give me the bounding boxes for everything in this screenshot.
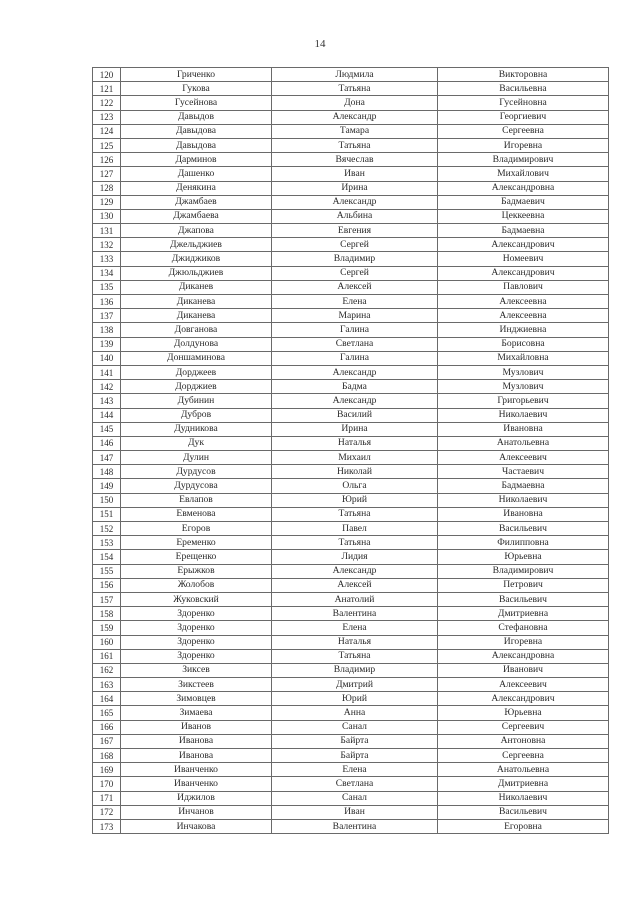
patronymic-cell: Бадмаевич	[438, 195, 609, 209]
row-number-cell: 145	[93, 422, 121, 436]
row-number-cell: 137	[93, 309, 121, 323]
last-name-cell: Ерыжков	[121, 564, 272, 578]
patronymic-cell: Васильевич	[438, 522, 609, 536]
last-name-cell: Иванов	[121, 720, 272, 734]
table-row	[93, 422, 609, 436]
row-number-cell: 121	[93, 82, 121, 96]
patronymic-cell: Павлович	[438, 280, 609, 294]
patronymic-cell: Игоревна	[438, 635, 609, 649]
first-name-cell: Байрта	[272, 734, 438, 748]
row-number-cell: 134	[93, 266, 121, 280]
first-name-cell: Анатолий	[272, 592, 438, 606]
first-name-cell: Тамара	[272, 124, 438, 138]
patronymic-cell: Анатольевна	[438, 436, 609, 450]
row-number-cell: 156	[93, 578, 121, 592]
patronymic-cell: Михайлович	[438, 167, 609, 181]
row-number-cell: 141	[93, 365, 121, 379]
row-number-cell: 172	[93, 805, 121, 819]
patronymic-cell: Гусейновна	[438, 96, 609, 110]
table-row	[93, 607, 609, 621]
last-name-cell: Джамбаев	[121, 195, 272, 209]
patronymic-cell: Петрович	[438, 578, 609, 592]
first-name-cell: Светлана	[272, 337, 438, 351]
patronymic-cell: Михайловна	[438, 351, 609, 365]
table-row	[93, 110, 609, 124]
patronymic-cell: Стефановна	[438, 621, 609, 635]
table-row	[93, 280, 609, 294]
first-name-cell: Татьяна	[272, 507, 438, 521]
last-name-cell: Дурдусов	[121, 465, 272, 479]
row-number-cell: 147	[93, 451, 121, 465]
row-number-cell: 142	[93, 380, 121, 394]
table-row	[93, 124, 609, 138]
table-row	[93, 635, 609, 649]
patronymic-cell: Частаевич	[438, 465, 609, 479]
patronymic-cell: Бадмаевна	[438, 479, 609, 493]
row-number-cell: 148	[93, 465, 121, 479]
last-name-cell: Жолобов	[121, 578, 272, 592]
last-name-cell: Довганова	[121, 323, 272, 337]
last-name-cell: Здоренко	[121, 649, 272, 663]
last-name-cell: Зиксев	[121, 663, 272, 677]
first-name-cell: Ирина	[272, 181, 438, 195]
row-number-cell: 130	[93, 209, 121, 223]
row-number-cell: 128	[93, 181, 121, 195]
table-row	[93, 365, 609, 379]
last-name-cell: Джапова	[121, 224, 272, 238]
patronymic-cell: Николаевич	[438, 408, 609, 422]
patronymic-cell: Александровна	[438, 649, 609, 663]
last-name-cell: Иванченко	[121, 777, 272, 791]
roster-table	[92, 67, 609, 834]
roster-table-body	[93, 68, 609, 834]
table-row	[93, 749, 609, 763]
patronymic-cell: Анатольевна	[438, 763, 609, 777]
row-number-cell: 123	[93, 110, 121, 124]
patronymic-cell: Дмитриевна	[438, 607, 609, 621]
table-row	[93, 266, 609, 280]
table-row	[93, 649, 609, 663]
first-name-cell: Алексей	[272, 578, 438, 592]
table-row	[93, 436, 609, 450]
last-name-cell: Джиджиков	[121, 252, 272, 266]
table-row	[93, 692, 609, 706]
patronymic-cell: Алексеевна	[438, 295, 609, 309]
patronymic-cell: Сергеевич	[438, 720, 609, 734]
row-number-cell: 149	[93, 479, 121, 493]
patronymic-cell: Музлович	[438, 380, 609, 394]
patronymic-cell: Алексеевич	[438, 451, 609, 465]
table-row	[93, 720, 609, 734]
first-name-cell: Ирина	[272, 422, 438, 436]
table-row	[93, 295, 609, 309]
last-name-cell: Диканева	[121, 309, 272, 323]
first-name-cell: Марина	[272, 309, 438, 323]
first-name-cell: Анна	[272, 706, 438, 720]
first-name-cell: Вячеслав	[272, 153, 438, 167]
last-name-cell: Инчанов	[121, 805, 272, 819]
last-name-cell: Ерещенко	[121, 550, 272, 564]
table-row	[93, 819, 609, 833]
table-row	[93, 153, 609, 167]
patronymic-cell: Александровна	[438, 181, 609, 195]
row-number-cell: 157	[93, 592, 121, 606]
row-number-cell: 173	[93, 819, 121, 833]
patronymic-cell: Васильевич	[438, 805, 609, 819]
first-name-cell: Елена	[272, 763, 438, 777]
patronymic-cell: Викторовна	[438, 68, 609, 82]
table-row	[93, 394, 609, 408]
first-name-cell: Павел	[272, 522, 438, 536]
patronymic-cell: Игоревна	[438, 138, 609, 152]
first-name-cell: Дмитрий	[272, 678, 438, 692]
last-name-cell: Иванова	[121, 749, 272, 763]
row-number-cell: 155	[93, 564, 121, 578]
row-number-cell: 151	[93, 507, 121, 521]
patronymic-cell: Алексеевич	[438, 678, 609, 692]
first-name-cell: Александр	[272, 365, 438, 379]
patronymic-cell: Георгиевич	[438, 110, 609, 124]
row-number-cell: 170	[93, 777, 121, 791]
table-row	[93, 238, 609, 252]
patronymic-cell: Сергеевна	[438, 749, 609, 763]
last-name-cell: Дубров	[121, 408, 272, 422]
last-name-cell: Гриченко	[121, 68, 272, 82]
first-name-cell: Дона	[272, 96, 438, 110]
patronymic-cell: Владимирович	[438, 564, 609, 578]
patronymic-cell: Антоновна	[438, 734, 609, 748]
table-row	[93, 479, 609, 493]
table-row	[93, 68, 609, 82]
first-name-cell: Евгения	[272, 224, 438, 238]
table-row	[93, 465, 609, 479]
first-name-cell: Сергей	[272, 238, 438, 252]
patronymic-cell: Юрьевна	[438, 550, 609, 564]
first-name-cell: Владимир	[272, 252, 438, 266]
patronymic-cell: Александрович	[438, 266, 609, 280]
first-name-cell: Валентина	[272, 819, 438, 833]
patronymic-cell: Борисовна	[438, 337, 609, 351]
table-row	[93, 82, 609, 96]
first-name-cell: Санал	[272, 720, 438, 734]
table-row	[93, 451, 609, 465]
patronymic-cell: Александрович	[438, 692, 609, 706]
patronymic-cell: Владимирович	[438, 153, 609, 167]
row-number-cell: 160	[93, 635, 121, 649]
table-row	[93, 777, 609, 791]
row-number-cell: 136	[93, 295, 121, 309]
row-number-cell: 167	[93, 734, 121, 748]
row-number-cell: 166	[93, 720, 121, 734]
first-name-cell: Сергей	[272, 266, 438, 280]
table-row	[93, 522, 609, 536]
first-name-cell: Наталья	[272, 436, 438, 450]
table-row	[93, 507, 609, 521]
table-row	[93, 536, 609, 550]
first-name-cell: Лидия	[272, 550, 438, 564]
table-row	[93, 663, 609, 677]
first-name-cell: Юрий	[272, 493, 438, 507]
last-name-cell: Диканева	[121, 295, 272, 309]
last-name-cell: Гусейнова	[121, 96, 272, 110]
row-number-cell: 131	[93, 224, 121, 238]
last-name-cell: Дулин	[121, 451, 272, 465]
row-number-cell: 153	[93, 536, 121, 550]
first-name-cell: Татьяна	[272, 649, 438, 663]
last-name-cell: Давыдова	[121, 124, 272, 138]
last-name-cell: Дарминов	[121, 153, 272, 167]
first-name-cell: Татьяна	[272, 536, 438, 550]
patronymic-cell: Ивановна	[438, 507, 609, 521]
table-row	[93, 578, 609, 592]
first-name-cell: Василий	[272, 408, 438, 422]
row-number-cell: 144	[93, 408, 121, 422]
table-row	[93, 493, 609, 507]
table-row	[93, 550, 609, 564]
first-name-cell: Наталья	[272, 635, 438, 649]
table-row	[93, 181, 609, 195]
patronymic-cell: Юрьевна	[438, 706, 609, 720]
first-name-cell: Татьяна	[272, 82, 438, 96]
last-name-cell: Джельджиев	[121, 238, 272, 252]
first-name-cell: Татьяна	[272, 138, 438, 152]
patronymic-cell: Николаевич	[438, 493, 609, 507]
last-name-cell: Доншаминова	[121, 351, 272, 365]
table-row	[93, 138, 609, 152]
last-name-cell: Давыдов	[121, 110, 272, 124]
first-name-cell: Алексей	[272, 280, 438, 294]
row-number-cell: 163	[93, 678, 121, 692]
patronymic-cell: Александрович	[438, 238, 609, 252]
row-number-cell: 129	[93, 195, 121, 209]
last-name-cell: Зикстеев	[121, 678, 272, 692]
last-name-cell: Джамбаева	[121, 209, 272, 223]
table-row	[93, 734, 609, 748]
last-name-cell: Денякина	[121, 181, 272, 195]
first-name-cell: Бадма	[272, 380, 438, 394]
row-number-cell: 169	[93, 763, 121, 777]
patronymic-cell: Инджиевна	[438, 323, 609, 337]
table-row	[93, 252, 609, 266]
first-name-cell: Елена	[272, 621, 438, 635]
table-row	[93, 621, 609, 635]
first-name-cell: Галина	[272, 323, 438, 337]
last-name-cell: Дук	[121, 436, 272, 450]
last-name-cell: Дорджеев	[121, 365, 272, 379]
table-row	[93, 323, 609, 337]
first-name-cell: Александр	[272, 195, 438, 209]
row-number-cell: 133	[93, 252, 121, 266]
row-number-cell: 164	[93, 692, 121, 706]
patronymic-cell: Бадмаевна	[438, 224, 609, 238]
row-number-cell: 124	[93, 124, 121, 138]
table-row	[93, 337, 609, 351]
patronymic-cell: Музлович	[438, 365, 609, 379]
table-row	[93, 564, 609, 578]
row-number-cell: 120	[93, 68, 121, 82]
patronymic-cell: Егоровна	[438, 819, 609, 833]
row-number-cell: 159	[93, 621, 121, 635]
row-number-cell: 161	[93, 649, 121, 663]
patronymic-cell: Филипповна	[438, 536, 609, 550]
table-row	[93, 791, 609, 805]
first-name-cell: Галина	[272, 351, 438, 365]
table-row	[93, 195, 609, 209]
first-name-cell: Юрий	[272, 692, 438, 706]
row-number-cell: 143	[93, 394, 121, 408]
last-name-cell: Долдунова	[121, 337, 272, 351]
last-name-cell: Дубинин	[121, 394, 272, 408]
table-row	[93, 805, 609, 819]
last-name-cell: Здоренко	[121, 621, 272, 635]
last-name-cell: Зимаева	[121, 706, 272, 720]
first-name-cell: Иван	[272, 805, 438, 819]
table-row	[93, 408, 609, 422]
row-number-cell: 125	[93, 138, 121, 152]
patronymic-cell: Сергеевна	[438, 124, 609, 138]
last-name-cell: Здоренко	[121, 635, 272, 649]
first-name-cell: Елена	[272, 295, 438, 309]
table-row	[93, 380, 609, 394]
last-name-cell: Диканев	[121, 280, 272, 294]
table-row	[93, 706, 609, 720]
first-name-cell: Иван	[272, 167, 438, 181]
last-name-cell: Иванова	[121, 734, 272, 748]
patronymic-cell: Цеккеевна	[438, 209, 609, 223]
row-number-cell: 146	[93, 436, 121, 450]
last-name-cell: Гукова	[121, 82, 272, 96]
table-row	[93, 678, 609, 692]
last-name-cell: Егоров	[121, 522, 272, 536]
patronymic-cell: Иванович	[438, 663, 609, 677]
first-name-cell: Людмила	[272, 68, 438, 82]
first-name-cell: Владимир	[272, 663, 438, 677]
patronymic-cell: Номеевич	[438, 252, 609, 266]
row-number-cell: 158	[93, 607, 121, 621]
last-name-cell: Дашенко	[121, 167, 272, 181]
first-name-cell: Ольга	[272, 479, 438, 493]
row-number-cell: 168	[93, 749, 121, 763]
row-number-cell: 162	[93, 663, 121, 677]
row-number-cell: 154	[93, 550, 121, 564]
last-name-cell: Евменова	[121, 507, 272, 521]
last-name-cell: Дудникова	[121, 422, 272, 436]
table-row	[93, 224, 609, 238]
patronymic-cell: Васильевна	[438, 82, 609, 96]
last-name-cell: Еременко	[121, 536, 272, 550]
row-number-cell: 138	[93, 323, 121, 337]
row-number-cell: 127	[93, 167, 121, 181]
first-name-cell: Александр	[272, 394, 438, 408]
patronymic-cell: Григорьевич	[438, 394, 609, 408]
last-name-cell: Джюльджиев	[121, 266, 272, 280]
row-number-cell: 152	[93, 522, 121, 536]
table-row	[93, 309, 609, 323]
first-name-cell: Александр	[272, 564, 438, 578]
first-name-cell: Александр	[272, 110, 438, 124]
last-name-cell: Давыдова	[121, 138, 272, 152]
last-name-cell: Иванченко	[121, 763, 272, 777]
patronymic-cell: Ивановна	[438, 422, 609, 436]
patronymic-cell: Николаевич	[438, 791, 609, 805]
patronymic-cell: Васильевич	[438, 592, 609, 606]
row-number-cell: 122	[93, 96, 121, 110]
last-name-cell: Зимовцев	[121, 692, 272, 706]
last-name-cell: Жуковский	[121, 592, 272, 606]
table-row	[93, 763, 609, 777]
first-name-cell: Валентина	[272, 607, 438, 621]
patronymic-cell: Дмитриевна	[438, 777, 609, 791]
row-number-cell: 132	[93, 238, 121, 252]
first-name-cell: Байрта	[272, 749, 438, 763]
row-number-cell: 140	[93, 351, 121, 365]
first-name-cell: Михаил	[272, 451, 438, 465]
last-name-cell: Инчакова	[121, 819, 272, 833]
row-number-cell: 126	[93, 153, 121, 167]
table-row	[93, 209, 609, 223]
row-number-cell: 165	[93, 706, 121, 720]
last-name-cell: Евлапов	[121, 493, 272, 507]
patronymic-cell: Алексеевна	[438, 309, 609, 323]
table-row	[93, 592, 609, 606]
last-name-cell: Дурдусова	[121, 479, 272, 493]
row-number-cell: 135	[93, 280, 121, 294]
first-name-cell: Светлана	[272, 777, 438, 791]
row-number-cell: 139	[93, 337, 121, 351]
row-number-cell: 171	[93, 791, 121, 805]
table-row	[93, 96, 609, 110]
last-name-cell: Дорджиев	[121, 380, 272, 394]
page-number: 14	[314, 38, 326, 50]
last-name-cell: Иджилов	[121, 791, 272, 805]
first-name-cell: Николай	[272, 465, 438, 479]
first-name-cell: Санал	[272, 791, 438, 805]
row-number-cell: 150	[93, 493, 121, 507]
first-name-cell: Альбина	[272, 209, 438, 223]
table-row	[93, 351, 609, 365]
last-name-cell: Здоренко	[121, 607, 272, 621]
table-row	[93, 167, 609, 181]
